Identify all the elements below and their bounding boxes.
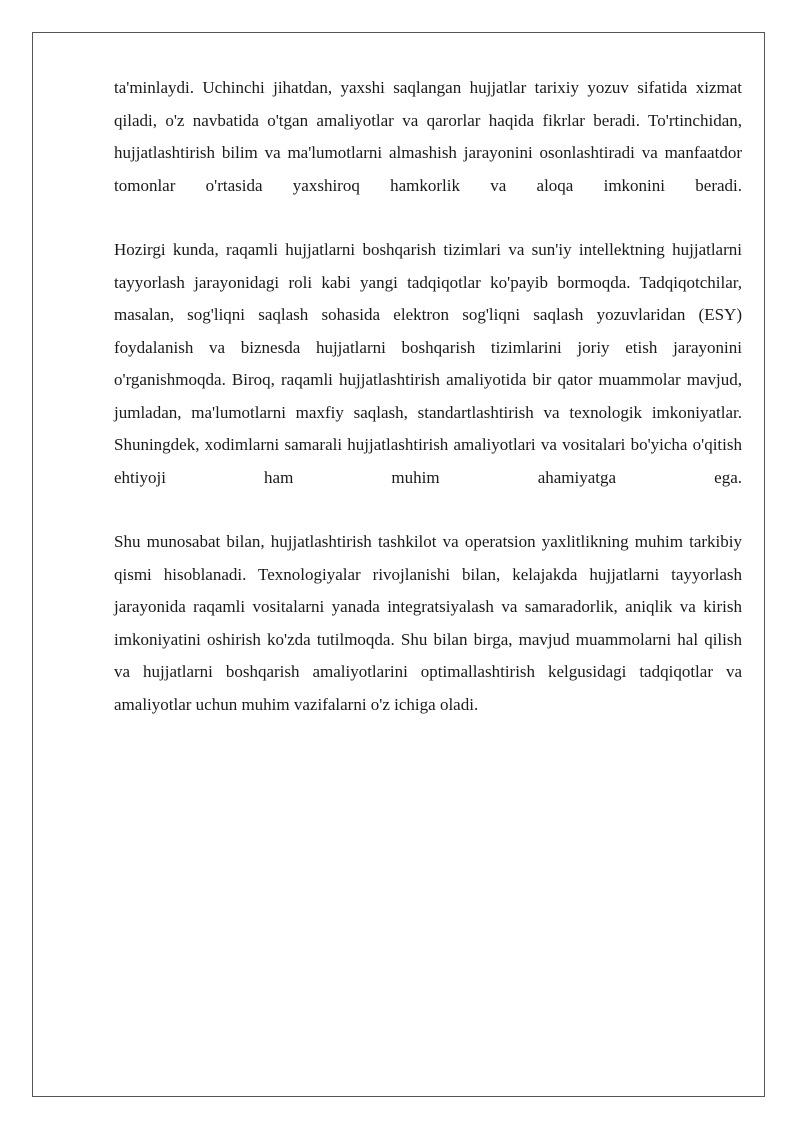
paragraph-3: Shu munosabat bilan, hujjatlashtirish tashkilot va operatsion yaxlitlikning muhim tarkibiy qismi hisoblanadi. Texnologiyalar rivojlanishi bilan, kelajakda hujjatlarni tayyorlash jarayonida raqamli vositalarni yanada integratsiyalash va samaradorlik, aniqlik va kirish imkoniyatini oshirish ko'zda tutilmoqda. Shu bilan birga, mavjud muammolarni hal qilish va hujjatlarni boshqarish amaliyotlarini optimallashtirish kelgusidagi tadqiqotlar va amaliyotlar uchun muhim vazifalarni o'z ichiga oladi.	[114, 532, 742, 714]
document-body	[114, 72, 742, 753]
paragraph-2: Hozirgi kunda, raqamli hujjatlarni boshqarish tizimlari va sun'iy intellektning hujjatlarni tayyorlash jarayonidagi roli kabi yangi tadqiqotlar ko'payib bormoqda. Tadqiqotchilar, masalan, sog'liqni saqlash sohasida elektron sog'liqni saqlash yozuvlaridan (ESY) foydalanish va biznesda hujjatlarni boshqarish tizimlarini joriy etish jarayonini o'rganishmoqda. Biroq, raqamli hujjatlashtirish amaliyotida bir qator muammolar mavjud, jumladan, ma'lumotlarni maxfiy saqlash, standartlashtirish va texnologik imkoniyatlar. Shuningdek, xodimlarni samarali hujjatlashtirish amaliyotlari va vositalari bo'yicha o'qitish ehtiyoji ham muhim ahamiyatga ega.	[114, 240, 742, 487]
paragraph-1: ta'minlaydi. Uchinchi jihatdan, yaxshi saqlangan hujjatlar tarixiy yozuv sifatida xizmat qiladi, o'z navbatida o'tgan amaliyotlar va qarorlar haqida fikrlar beradi. To'rtinchidan, hujjatlashtirish bilim va ma'lumotlarni almashish jarayonini osonlashtiradi va manfaatdor tomonlar o'rtasida yaxshiroq hamkorlik va aloqa imkonini beradi.	[114, 78, 742, 195]
